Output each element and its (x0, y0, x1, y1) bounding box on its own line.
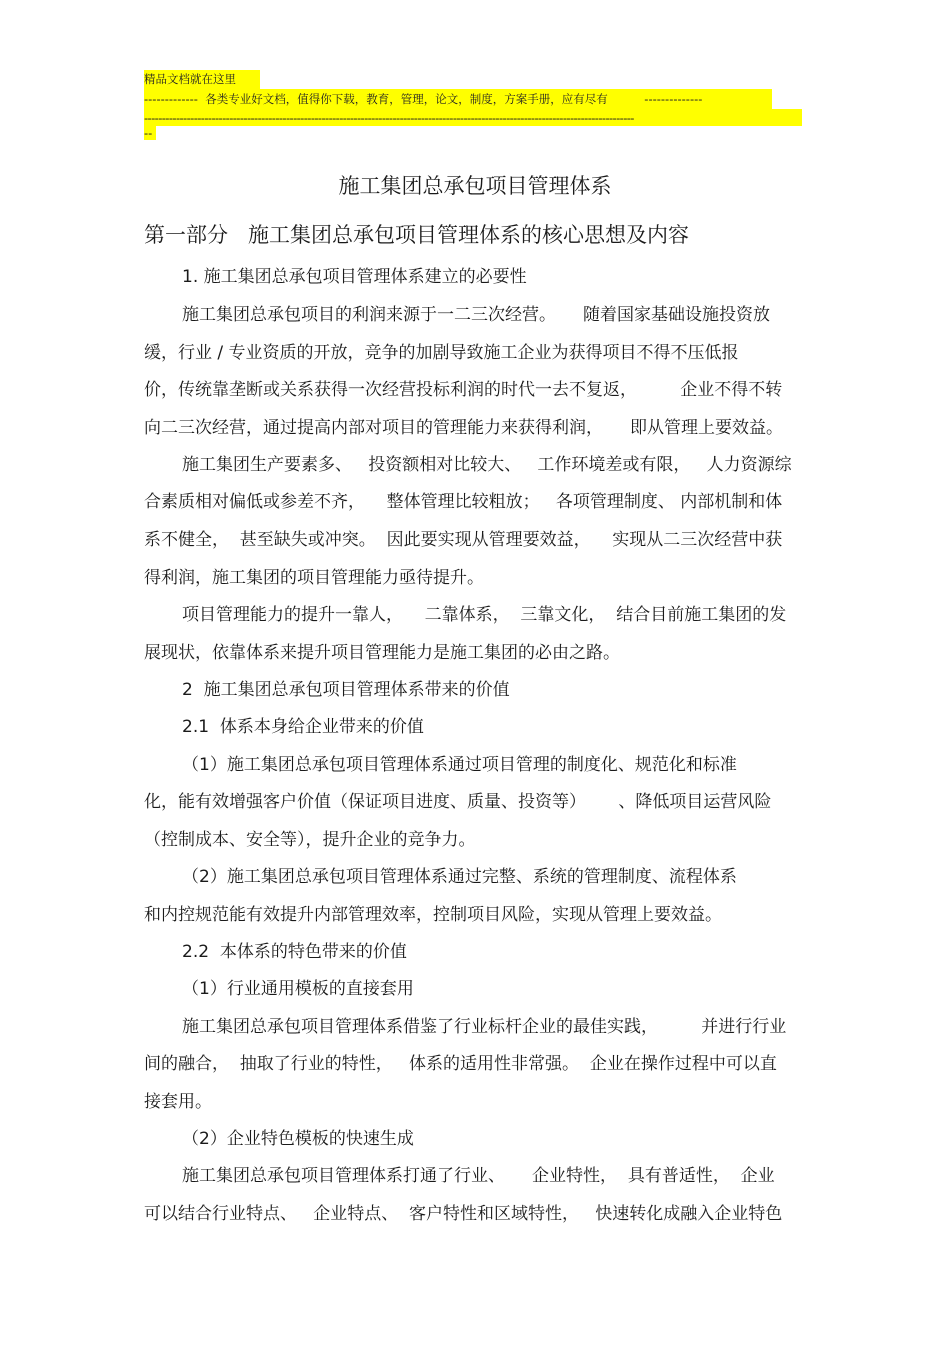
paragraph-line: 缓，行业 / 专业资质的开放，竞争的加剧导致施工企业为获得项目不得不压低报 (144, 343, 739, 363)
header-line-1: 精品文档就在这里 (144, 72, 236, 86)
paragraph-line: 向二三次经营，通过提高内部对项目的管理能力来获得利润， 即从管理上要效益。 (144, 418, 784, 438)
section-heading: 1. 施工集团总承包项目管理体系建立的必要性 (182, 267, 527, 287)
paragraph-line: 化，能有效增强客户价值（保证项目进度、质量、投资等） 、降低项目运营风险 (144, 792, 772, 812)
document-title: 施工集团总承包项目管理体系 (338, 174, 612, 198)
header-line-4: -- (144, 126, 153, 140)
paragraph-line: 合素质相对偏低或参差不齐， 整体管理比较粗放； 各项管理制度、 内部机制和体 (144, 492, 783, 512)
item-heading: （2）企业特色模板的快速生成 (182, 1129, 414, 1149)
header-line-3: ------------------------------------------------------------------------------------------------------------------------------------------ (144, 111, 634, 125)
paragraph-line: 得利润，施工集团的项目管理能力亟待提升。 (144, 568, 484, 588)
paragraph-line: 施工集团总承包项目管理体系打通了行业、 企业特性， 具有普适性， 企业 (182, 1166, 775, 1186)
paragraph-line: 展现状，依靠体系来提升项目管理能力是施工集团的必由之路。 (144, 643, 620, 663)
paragraph-line: 价，传统靠垄断或关系获得一次经营投标利润的时代一去不复返， 企业不得不转 (144, 380, 783, 400)
paragraph-line: 间的融合， 抽取了行业的特性， 体系的适用性非常强。 企业在操作过程中可以直 (144, 1054, 777, 1074)
paragraph-line: （控制成本、安全等），提升企业的竞争力。 (144, 830, 476, 850)
subsection-heading: 2.2 本体系的特色带来的价值 (182, 942, 407, 962)
subsection-heading: 2.1 体系本身给企业带来的价值 (182, 717, 424, 737)
part-heading: 第一部分 施工集团总承包项目管理体系的核心思想及内容 (144, 223, 690, 247)
paragraph-line: 项目管理能力的提升一靠人， 二靠体系， 三靠文化， 结合目前施工集团的发 (182, 605, 787, 625)
paragraph-line: 和内控规范能有效提升内部管理效率，控制项目风险，实现从管理上要效益。 (144, 905, 722, 925)
paragraph-line: 施工集团总承包项目的利润来源于一二三次经营。 随着国家基础设施投资放 (182, 305, 771, 325)
paragraph-line: （2）施工集团总承包项目管理体系通过完整、系统的管理制度、流程体系 (182, 867, 737, 887)
paragraph-line: 施工集团生产要素多、 投资额相对比较大、 工作环境差或有限， 人力资源综 (182, 455, 792, 475)
paragraph-line: （1）施工集团总承包项目管理体系通过项目管理的制度化、规范化和标准 (182, 755, 737, 775)
item-heading: （1）行业通用模板的直接套用 (182, 979, 414, 999)
paragraph-line: 可以结合行业特点、 企业特点、 客户特性和区域特性， 快速转化成融入企业特色 (144, 1204, 783, 1224)
paragraph-line: 接套用。 (144, 1092, 212, 1112)
paragraph-line: 系不健全， 甚至缺失或冲突。 因此要实现从管理要效益， 实现从二三次经营中获 (144, 530, 783, 550)
paragraph-line: 施工集团总承包项目管理体系借鉴了行业标杆企业的最佳实践， 并进行行业 (182, 1017, 787, 1037)
section-heading: 2 施工集团总承包项目管理体系带来的价值 (182, 680, 510, 700)
header-line-2: ------------- 各类专业好文档，值得你下载，教育，管理，论文，制度，方案手册，应有尽有 -------------- (144, 92, 703, 106)
